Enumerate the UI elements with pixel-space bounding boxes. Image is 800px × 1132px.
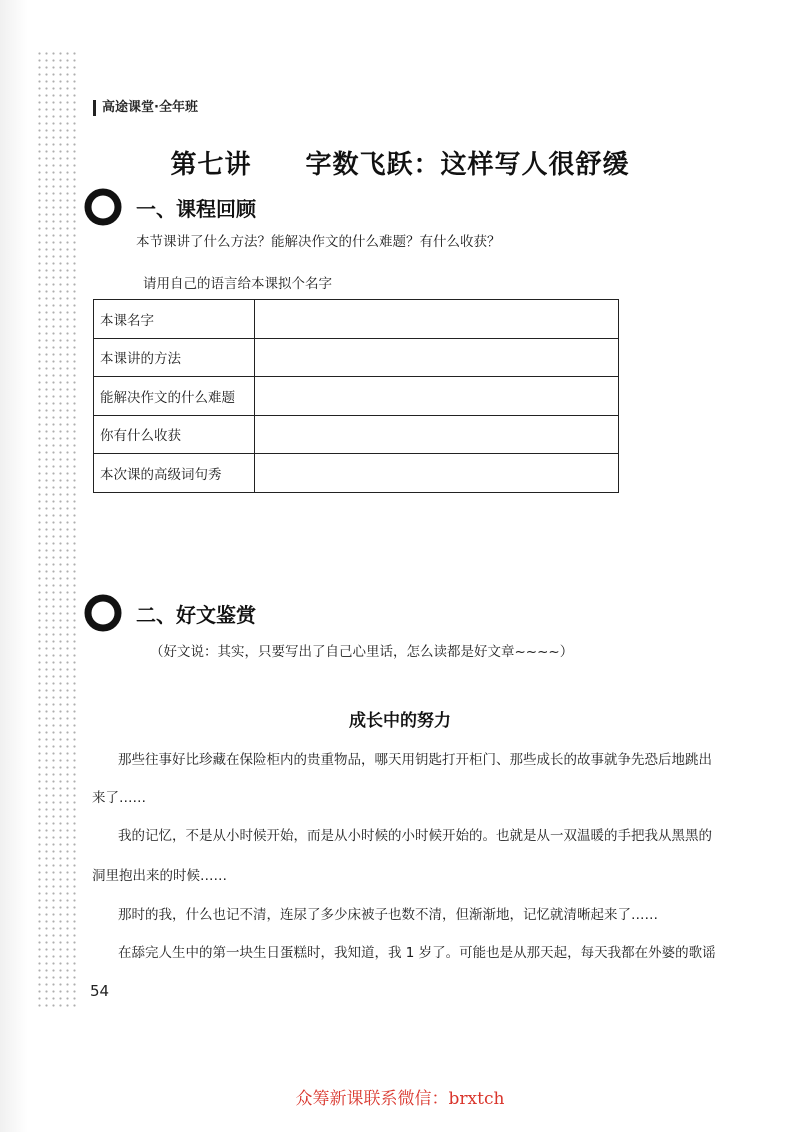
answer-cell[interactable]	[255, 300, 619, 339]
section-review-heading: 一、课程回顾	[136, 196, 256, 221]
row-label: 你有什么收获	[94, 415, 255, 454]
essay-line: 在舔完人生中的第一块生日蛋糕时，我知道，我 1 岁了。可能也是从那天起，每天我都在外婆的歌谣	[118, 945, 716, 961]
page-number: 54	[90, 982, 110, 1000]
table-row	[94, 454, 619, 493]
binding-dot-margin	[36, 50, 76, 1010]
answer-cell[interactable]	[255, 454, 619, 493]
essay-title: 成长中的努力	[349, 711, 451, 731]
section-review-header	[82, 186, 256, 228]
section-appreciation-header	[82, 592, 256, 634]
answer-cell[interactable]	[255, 338, 619, 377]
row-label: 能解决作文的什么难题	[94, 377, 255, 416]
review-table	[93, 299, 619, 493]
answer-cell[interactable]	[255, 415, 619, 454]
essay-line: 那些往事好比珍藏在保险柜内的贵重物品，哪天用钥匙打开柜门、那些成长的故事就争先恐后地跳出	[118, 752, 712, 768]
table-row	[94, 300, 619, 339]
row-label: 本课讲的方法	[94, 338, 255, 377]
series-label: 高途课堂·全年班	[93, 100, 198, 116]
essay-line: 那时的我，什么也记不清，连尿了多少床被子也数不清，但渐渐地，记忆就清晰起来了……	[118, 907, 658, 923]
ink-circle-icon	[82, 592, 124, 634]
row-label: 本次课的高级词句秀	[94, 454, 255, 493]
ink-circle-icon	[82, 186, 124, 228]
row-label: 本课名字	[94, 300, 255, 339]
review-intro: 本节课讲了什么方法？能解决作文的什么难题？有什么收获？	[136, 234, 501, 250]
appreciation-note: （好文说：其实，只要写出了自己心里话，怎么读都是好文章~~~~）	[150, 644, 574, 660]
essay-line: 我的记忆，不是从小时候开始，而是从小时候的小时候开始的。也就是从一双温暖的手把我从黑黑的	[118, 828, 712, 844]
table-row	[94, 377, 619, 416]
table-row	[94, 415, 619, 454]
lesson-title: 第七讲 字数飞跃：这样写人很舒缓	[170, 150, 630, 180]
section-appreciation-heading: 二、好文鉴赏	[136, 602, 256, 627]
essay-line: 洞里抱出来的时候……	[92, 868, 227, 884]
essay-line: 来了……	[92, 790, 146, 806]
answer-cell[interactable]	[255, 377, 619, 416]
review-prompt: 请用自己的语言给本课拟个名字	[143, 276, 332, 292]
watermark-text: 众筹新课联系微信：brxtch	[295, 1089, 505, 1109]
table-row	[94, 338, 619, 377]
